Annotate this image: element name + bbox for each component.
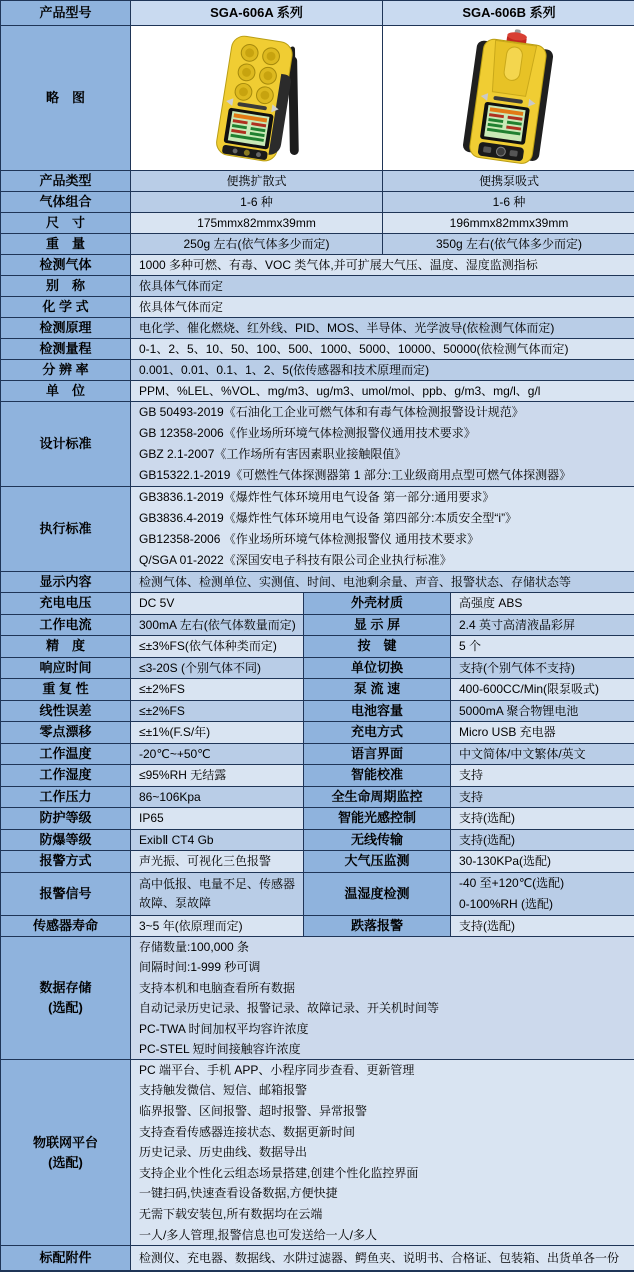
spec-row bbox=[1, 171, 633, 192]
spec-label: 温湿度检测 bbox=[304, 873, 451, 915]
spec-label-subline: (选配) bbox=[48, 1000, 83, 1015]
spec-row bbox=[1, 381, 633, 402]
spec-row bbox=[1, 402, 633, 487]
spec-label: 工作温度 bbox=[1, 744, 131, 765]
spec-row bbox=[1, 318, 633, 339]
spec-value-a: 便携扩散式 bbox=[131, 171, 383, 191]
spec-value-a: 175mmx82mmx39mm bbox=[131, 213, 383, 233]
spec-label: 气体组合 bbox=[1, 192, 131, 212]
spec-value: 检测仪、充电器、数据线、水阱过滤器、鳄鱼夹、说明书、合格证、包装箱、出货单各一份 bbox=[131, 1246, 634, 1270]
spec-row bbox=[1, 679, 633, 701]
spec-label: 别 称 bbox=[1, 276, 131, 296]
spec-row bbox=[1, 937, 633, 1060]
spec-label: 外壳材质 bbox=[304, 593, 451, 614]
spec-label: 检测原理 bbox=[1, 318, 131, 338]
spec-value: 1000 多种可燃、有毒、VOC 类气体,并可扩展大气压、温度、湿度监测指标 bbox=[131, 255, 634, 275]
spec-value bbox=[131, 937, 634, 1059]
spec-value-b: 196mmx82mmx39mm bbox=[383, 213, 634, 233]
spec-value: PPM、%LEL、%VOL、mg/m3、ug/m3、umol/mol、ppb、g/m3、mg/l、g/l bbox=[131, 381, 634, 401]
spec-row bbox=[1, 615, 633, 637]
spec-row bbox=[1, 701, 633, 723]
spec-value-line: 一键扫码,快速查看设备数据,方便快捷 bbox=[139, 1186, 338, 1201]
spec-label: 传感器寿命 bbox=[1, 916, 131, 937]
spec-label: 单位切换 bbox=[304, 658, 451, 679]
spec-value: 支持(选配) bbox=[451, 830, 634, 851]
spec-value: 支持 bbox=[451, 765, 634, 786]
spec-row bbox=[1, 192, 633, 213]
spec-label: 无线传输 bbox=[304, 830, 451, 851]
spec-value-line: 存储数量:100,000 条 bbox=[139, 939, 250, 954]
spec-row bbox=[1, 658, 633, 680]
spec-value-line: 支持查看传感器连接状态、数据更新时间 bbox=[139, 1124, 356, 1139]
spec-value: Micro USB 充电器 bbox=[451, 722, 634, 743]
spec-label: 设计标准 bbox=[1, 402, 131, 486]
spec-label: 精 度 bbox=[1, 636, 131, 657]
spec-value-line: GB 50493-2019《石油化工企业可燃气体和有毒气体检测报警设计规范》 bbox=[139, 404, 524, 419]
spec-value-line: GBZ 2.1-2007《工作场所有害因素职业接触限值》 bbox=[139, 447, 407, 461]
spec-value: 400-600CC/Min(限泵吸式) bbox=[451, 679, 634, 700]
header-series-a: SGA-606A 系列 bbox=[131, 1, 383, 25]
spec-value: 支持(选配) bbox=[451, 808, 634, 829]
spec-value: 300mA 左右(依气体数量而定) bbox=[131, 615, 304, 636]
spec-value: 86~106Kpa bbox=[131, 787, 304, 808]
spec-value: ≤3-20S (个别气体不同) bbox=[131, 658, 304, 679]
spec-value: 依具体气体而定 bbox=[131, 276, 634, 296]
spec-label: 工作压力 bbox=[1, 787, 131, 808]
spec-row bbox=[1, 744, 633, 766]
spec-label: 语言界面 bbox=[304, 744, 451, 765]
spec-label: 大气压监测 bbox=[304, 851, 451, 872]
spec-value: 高强度 ABS bbox=[451, 593, 634, 614]
spec-value-line: GB12358-2006 《作业场所环境气体检测报警仪 通用技术要求》 bbox=[139, 532, 480, 546]
spec-label: 执行标准 bbox=[1, 487, 131, 571]
spec-label: 工作湿度 bbox=[1, 765, 131, 786]
spec-value-b: 1-6 种 bbox=[383, 192, 634, 212]
spec-label: 尺 寸 bbox=[1, 213, 131, 233]
spec-label: 智能光感控制 bbox=[304, 808, 451, 829]
spec-value-line: 临界报警、区间报警、超时报警、异常报警 bbox=[139, 1104, 368, 1119]
spec-value bbox=[451, 873, 634, 915]
spec-row bbox=[1, 722, 633, 744]
spec-value-line: 0-100%RH (选配) bbox=[459, 896, 554, 911]
spec-row bbox=[1, 851, 633, 873]
spec-label: 报警方式 bbox=[1, 851, 131, 872]
spec-value-line: 间隔时间:1-999 秒可调 bbox=[139, 960, 261, 974]
spec-label-line: 物联网平台 bbox=[32, 1134, 98, 1150]
sga-606a-device-photo bbox=[132, 27, 382, 170]
spec-label: 全生命周期监控 bbox=[304, 787, 451, 808]
spec-value: ≤±2%FS bbox=[131, 701, 304, 722]
spec-value-line: GB3836.4-2019《爆炸性气体环境用电气设备 第四部分:本质安全型“i”》 bbox=[139, 510, 518, 525]
spec-value-a: 1-6 种 bbox=[131, 192, 383, 212]
spec-value: 检测气体、检测单位、实测值、时间、电池剩余量、声音、报警状态、存储状态等 bbox=[131, 572, 634, 592]
spec-row bbox=[1, 339, 633, 360]
spec-row bbox=[1, 26, 633, 171]
spec-value: 支持(个别气体不支持) bbox=[451, 658, 634, 679]
spec-label: 报警信号 bbox=[1, 873, 131, 915]
spec-row bbox=[1, 593, 633, 615]
spec-value: ExibⅡ CT4 Gb bbox=[131, 830, 304, 851]
spec-label-line: 数据存储 bbox=[39, 980, 92, 995]
spec-row bbox=[1, 636, 633, 658]
spec-label: 工作电流 bbox=[1, 615, 131, 636]
spec-value-line: GB3836.1-2019《爆炸性气体环境用电气设备 第一部分:通用要求》 bbox=[139, 489, 495, 504]
spec-value: 电化学、催化燃烧、红外线、PID、MOS、半导体、光学波导(依检测气体而定) bbox=[131, 318, 634, 338]
spec-row bbox=[1, 276, 633, 297]
spec-value-line: 历史记录、历史曲线、数据导出 bbox=[139, 1145, 308, 1160]
spec-label: 化 学 式 bbox=[1, 297, 131, 317]
spec-label bbox=[1, 937, 131, 1059]
spec-label: 充电方式 bbox=[304, 722, 451, 743]
spec-value-line: 自动记录历史记录、报警记录、故障记录、开关机时间等 bbox=[139, 1001, 440, 1015]
spec-label: 充电电压 bbox=[1, 593, 131, 614]
spec-value: 5000mA 聚合物锂电池 bbox=[451, 701, 634, 722]
spec-row bbox=[1, 487, 633, 572]
spec-label: 产品类型 bbox=[1, 171, 131, 191]
spec-value: ≤±3%FS(依气体种类而定) bbox=[131, 636, 304, 657]
spec-label: 跌落报警 bbox=[304, 916, 451, 937]
spec-row bbox=[1, 297, 633, 318]
spec-value bbox=[131, 402, 634, 486]
spec-value: DC 5V bbox=[131, 593, 304, 614]
spec-value-line: PC-TWA 时间加权平均容许浓度 bbox=[139, 1021, 309, 1036]
spec-value-b: 便携泵吸式 bbox=[383, 171, 634, 191]
spec-row bbox=[1, 916, 633, 938]
spec-row bbox=[1, 1, 633, 26]
spec-row bbox=[1, 213, 633, 234]
spec-value: 3~5 年(依原理而定) bbox=[131, 916, 304, 937]
spec-row bbox=[1, 1246, 633, 1270]
spec-row bbox=[1, 787, 633, 809]
spec-value-line: 支持企业个性化云组态场景搭建,创建个性化监控界面 bbox=[139, 1165, 419, 1180]
spec-label: 显 示 屏 bbox=[304, 615, 451, 636]
spec-value-b: 350g 左右(依气体多少而定) bbox=[383, 234, 634, 254]
spec-value: 2.4 英寸高清液晶彩屏 bbox=[451, 615, 634, 636]
spec-value: -20℃~+50℃ bbox=[131, 744, 304, 765]
spec-value: 支持(选配) bbox=[451, 916, 634, 937]
spec-value-line: 支持本机和电脑查看所有数据 bbox=[139, 980, 296, 995]
header-product-model: 产品型号 bbox=[1, 1, 131, 25]
spec-label: 重 量 bbox=[1, 234, 131, 254]
spec-label: 检测气体 bbox=[1, 255, 131, 275]
spec-value: 0.001、0.01、0.1、1、2、5(依传感器和技术原理而定) bbox=[131, 360, 634, 380]
spec-value-line: PC 端平台、手机 APP、小程序同步查看、更新管理 bbox=[139, 1062, 415, 1077]
spec-value: IP65 bbox=[131, 808, 304, 829]
spec-label: 响应时间 bbox=[1, 658, 131, 679]
spec-row bbox=[1, 830, 633, 852]
sga-606b-device-photo bbox=[384, 27, 634, 170]
spec-value: 0-1、2、5、10、50、100、500、1000、5000、10000、50000(依检测气体而定) bbox=[131, 339, 634, 359]
spec-value-a: 250g 左右(依气体多少而定) bbox=[131, 234, 383, 254]
spec-label: 重 复 性 bbox=[1, 679, 131, 700]
header-series-b: SGA-606B 系列 bbox=[383, 1, 634, 25]
spec-value: ≤±2%FS bbox=[131, 679, 304, 700]
spec-value-line: 无需下载安装包,所有数据均在云端 bbox=[139, 1206, 323, 1221]
spec-row bbox=[1, 808, 633, 830]
spec-value: ≤95%RH 无结露 bbox=[131, 765, 304, 786]
spec-label: 显示内容 bbox=[1, 572, 131, 592]
spec-label: 防护等级 bbox=[1, 808, 131, 829]
spec-value-line: -40 至+120℃(选配) bbox=[459, 876, 565, 890]
spec-value-line: PC-STEL 短时间接触容许浓度 bbox=[139, 1042, 301, 1056]
spec-label: 检测量程 bbox=[1, 339, 131, 359]
spec-value-line: GB 12358-2006《作业场所环境气体检测报警仪通用技术要求》 bbox=[139, 425, 476, 440]
spec-row bbox=[1, 255, 633, 276]
spec-value-line: 一人/多人管理,报警信息也可发送给一人/多人 bbox=[139, 1227, 378, 1242]
spec-label: 智能校准 bbox=[304, 765, 451, 786]
spec-value-line: Q/SGA 01-2022《深国安电子科技有限公司企业执行标准》 bbox=[139, 553, 452, 568]
spec-row bbox=[1, 1060, 633, 1246]
spec-row bbox=[1, 234, 633, 255]
spec-label: 电池容量 bbox=[304, 701, 451, 722]
spec-row bbox=[1, 572, 633, 593]
spec-label: 分 辨 率 bbox=[1, 360, 131, 380]
spec-value: 30-130KPa(选配) bbox=[451, 851, 634, 872]
spec-label: 泵 流 速 bbox=[304, 679, 451, 700]
spec-label-subline: (选配) bbox=[48, 1154, 83, 1170]
spec-value: 中文简体/中文繁体/英文 bbox=[451, 744, 634, 765]
spec-value: 依具体气体而定 bbox=[131, 297, 634, 317]
spec-label: 单 位 bbox=[1, 381, 131, 401]
spec-value: 高中低报、电量不足、传感器故障、泵故障 bbox=[131, 873, 304, 915]
spec-label: 防爆等级 bbox=[1, 830, 131, 851]
spec-value: ≤±1%(F.S/年) bbox=[131, 722, 304, 743]
spec-value-line: 支持触发微信、短信、邮箱报警 bbox=[139, 1083, 308, 1098]
device-image-cell-b bbox=[383, 26, 634, 170]
spec-label: 线性误差 bbox=[1, 701, 131, 722]
spec-label bbox=[1, 1060, 131, 1245]
spec-value: 声光振、可视化三色报警 bbox=[131, 851, 304, 872]
spec-value: 支持 bbox=[451, 787, 634, 808]
spec-value-line: GB15322.1-2019《可燃性气体探测器第 1 部分:工业级商用点型可燃气体探测器》 bbox=[139, 468, 572, 483]
sketch-label: 略 图 bbox=[1, 26, 131, 170]
spec-value bbox=[131, 487, 634, 571]
spec-label: 标配附件 bbox=[1, 1246, 131, 1270]
spec-row bbox=[1, 360, 633, 381]
spec-value bbox=[131, 1060, 634, 1245]
spec-row bbox=[1, 765, 633, 787]
spec-row bbox=[1, 873, 633, 916]
spec-label: 按 键 bbox=[304, 636, 451, 657]
device-image-cell-a bbox=[131, 26, 383, 170]
spec-label: 零点漂移 bbox=[1, 722, 131, 743]
spec-value: 5 个 bbox=[451, 636, 634, 657]
